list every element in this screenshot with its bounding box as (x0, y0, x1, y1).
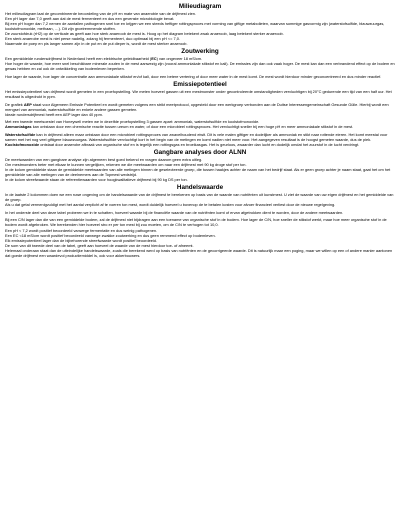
paragraph: De zuurstofdruk (rH2) op de verticale as geeft aan hoe sterk anaeroob de mest is. Hoog op het diagram betekent zwak anaeroob, laag betekent sterker anaeroob. (5, 31, 284, 37)
paragraph: Hoe lager de waarde, hoe lager de concentratie aan ammoniakale stikstof en/of kali, door een betere vertering of door meer water in de mest komt. De mest wordt hierdoor minder geconcentreerd en dus minder reactief. (5, 73, 382, 79)
paragraph (5, 102, 395, 112)
paragraph: Een sterk anaerobe mest is niet perse nadelig, zolang hij fermenteert, duo optimaal bij een pH <= 7,0. (5, 36, 180, 42)
paragraph: Als u dat getal vermenigvuldigt met het aantal verplicht af te voeren ton mest, wordt duidelijk hoeveel u bovenop de te betalen kosten voor afvoer financieel verliest door de nieuwe regelgeving. (5, 202, 336, 208)
section-title-emissiepotentieel: Emissiepotentieel (173, 81, 227, 89)
text: De grafiek (5, 101, 24, 107)
paragraph: Het milieudiagram laat de gecombineerde beoordeling van de pH en mate van anaerobie van de drijfmest zien. (5, 11, 196, 16)
aep-term: AEP (23, 101, 32, 107)
section-title-handelswaarde: Handelswaarde (176, 184, 224, 192)
paragraph (5, 132, 395, 142)
paragraph: Elk emissiepotentieel lager dan de bijbehorende streefwaarde wordt positief beoordeeld. (5, 237, 158, 243)
paragraph: In de kolom gemiddelde staan de gemiddelde meetwaarden van alle metingen binnen de geselecteerde groep, die tussen haakjes achter de naam van het bedrijf staat. Als er geen groep achter je naam staat, gaat het om het gemiddelde van alle metingen van de deelnemers aan de Topmest wedstrijd. (5, 167, 391, 178)
section-alnn (5, 149, 395, 182)
text: staat voor Algemeen Emissie Potentieel en wordt gemeten volgens een strikt meetprotocol, opgesteld door een werkgroep verbonden aan de Duitse Interessengemeinschaft Gesunde Gülle. Hierbij wordt een mengsel van ammoniak, waterstofsulfide en enkele andere gassen gemeten. (5, 101, 389, 112)
paragraph: Bij een pH hoger dan 7,2 nemen de aantallen pathogenen snel toe en krijgen we een steeds heftiger rottingsproces met vorming van giftige metabolieten, waarvan sommige gasvormig zijn (waterstofsulfide, blauwzuurgas, koolstofmonoxide, methaan, …). Dit zijn groeiremmende stoffen. (5, 21, 385, 32)
text: kan in drijfmest alleen maar ontstaan door een microbieel rottingsproces van zwavelhoudend eiwit. Dit is vele malen giftiger en dodelijker als ammoniak en stikt naar rottende eieren. Het komt meestal voor samen met het nog veel giftigere blauwzuurgas. Waterstofsulfide vervluchtigt kort in het begin van de metingen en komt nadien niet meer voor. Het aangegeven resultaat is de hoogst gemeten waarde, dus de piek. (5, 131, 388, 142)
ec-term: EC (151, 56, 157, 62)
paragraph: In het onderste deel van deze tabel proberen we in te schatten, hoeveel waarde bij de financiële waarde van de nutriënten komt of ervan afgetrokken dient te worden, door de andere meetwaarden. (5, 209, 344, 215)
paragraph: Helemaal onderaan staat dan de uiteindelijke handelswaarde, zoals die berekend werd op basis van nutriënten en de gecorrigeerde waarde. Dit is natuurlijk maar een poging, maar we willen op een of andere manier aantonen dat goede drijfmest een waardevol productiemiddel is, ook voor akkerbouwers. (5, 247, 393, 258)
paragraph: Een EC <18 mS/cm wordt positief beoordeeld vanwege zwakke zoutwerking en dus geen remmend effect op bodemleven. (5, 232, 216, 238)
paragraph: Ideale rundersdrijfmest heeft een AEP lager dan 40 ppm. (5, 111, 103, 117)
text: Een gemiddelde rundersdrijfmest in Nederland heeft een elektrische geleidbaarheid ( (5, 56, 152, 62)
paragraph: Een pH < 7,2 wordt positief beoordeeld vanwege fermentatie en dus weinig pathogenen. (5, 227, 158, 233)
section-handelswaarde (5, 184, 395, 258)
paragraph: In de laatste 2 kolommen doen we een ruwe ongeving om de handelswaarde van de drijfmest te berekenen op basis van de waarde van nutriënten uit kunstmest. U ziet de waarde van uw eigen drijfmest en het gemiddelde van de groep. (5, 192, 394, 203)
section-zoutwerking (5, 48, 395, 79)
section-title-zoutwerking: Zoutwerking (181, 48, 219, 56)
paragraph: Een pH lager dan 7,0 geeft aan dat de mest fermenteert en dus een gevenste microbiologie bevat. (5, 16, 175, 22)
paragraph: Naarmate de poep en pis langer samen zijn in de put en de put dieper is, wordt de mest sterker anaeroob. (5, 41, 188, 47)
paragraph (5, 142, 395, 147)
paragraph: De som van dit tweede deel van de tabel, geeft aan hoeveel de waarde van de mest hierdoor toe- of afneemt. (5, 242, 194, 248)
koolstofmonoxide-term: Koolstofmonoxide (5, 141, 40, 147)
paragraph: Met een tweede meetsoestel van Honeywell meten we in dezelfde proefopstelling 3 gassen apart: ammoniak, waterstofsulfide en koolstofmonoxide. (5, 119, 260, 125)
paragraph: Hoe hoger de waarde, hoe meer snel beschikbare minerale zouten in de mest aanwezig zijn (vooral ammoniakale stikstof en kali). De emissies zijn dan ook vaak hoger. De mest kan dan een verbrandend effect op de bodem en gewas hebben en zal ook de ontwikkeling van bodemleven beperken. (5, 61, 395, 72)
text: ontstaat door anaerobe afbraak van organische stof en is tegelijk een rottingsgas en broeikasgas. Het is geurloos, zwaarder dan lucht en dodelijk omdat het zuurstof in de lucht verdringt. (39, 141, 360, 147)
paragraph (5, 124, 395, 129)
ammoniakgas-term: Ammoniakgas (5, 124, 32, 130)
paragraph: De meetwaarden van een gangbare analyse zijn algemeen best goed bekend en vragen daarom geen extra uitleg. (5, 156, 203, 162)
section-milieudiagram (5, 3, 395, 46)
paragraph: Het emissiepotentieel van drijfmest wordt gemeten in een proefopstelling. We meten hoeveel gassen uit een mestmonster onder gecontroleerde omstandigheden vervluchtigen bij 20°C gedurende een tijd van een half uur. Het resultaat is uitgedrukt in ppm. (5, 89, 392, 100)
section-title-alnn: Gangbare analyses door ALNN (153, 148, 247, 156)
paragraph: Bij een C/N lager dan die van een gemiddelde bodem, zal de drijfmest niet bijdragen aan een toename van organische stof in de bodem. Hoe lager de C/N, hoe sneller de stikstof werkt, maar hoe meer organische stof in de bodem wordt afgebroken. We berekenden hier hoeveel stro er per ton mest bij zou moeten, om de C/N te verhogen tot 10,0. (5, 217, 387, 228)
waterstofsulfide-term: Waterstofsulfide (5, 131, 36, 137)
text: kan ontstaan door een chemische reactie tussen ureum en water, of door een microbieel rottingsproces. Het vervluchtigt sneller bij een hoge pH en meer ammoniakale stikstof in de mest. (31, 124, 354, 130)
section-emissiepotentieel (5, 81, 395, 147)
paragraph: In de kolom streefwaarde staan de referentiewaarden voor hoogkwalitatieve drijfmest bij 90 kg DS per ton. (5, 177, 188, 183)
paragraph: Om mestmonsters beter met elkaar te kunnen vergelijken, rekenen we die meetwaarden om naar een drijfmest met 90 kg droge stof per ton. (5, 162, 247, 168)
text: ) van ongeveer 18 mS/cm. (156, 56, 203, 62)
section-title-milieudiagram: Milieudiagram (178, 3, 222, 10)
